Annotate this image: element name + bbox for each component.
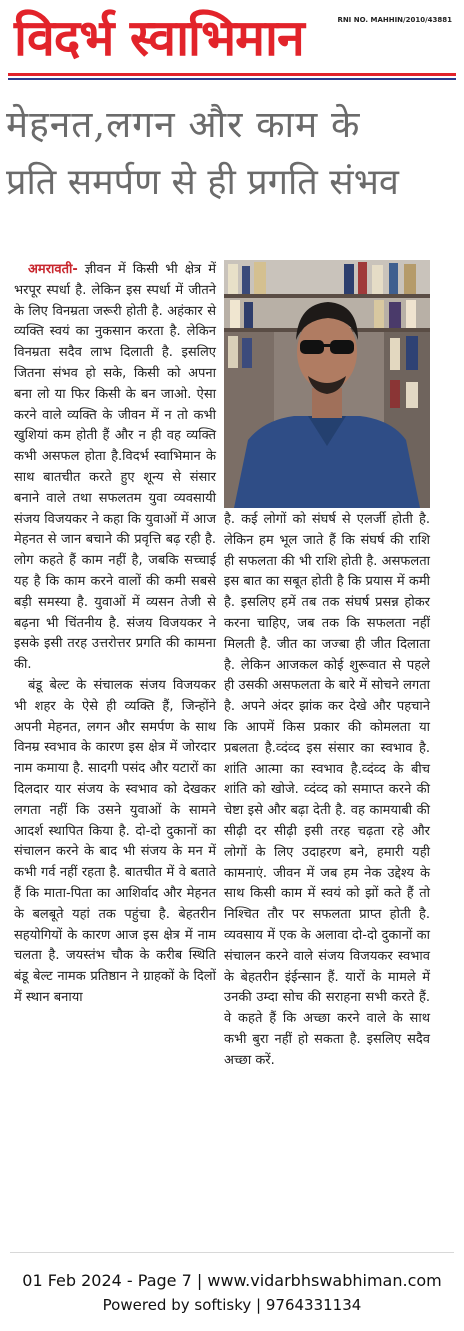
rni-number: RNI NO. MAHHIN/2010/43881 xyxy=(337,16,452,24)
article-headline xyxy=(6,96,458,212)
article-column-left xyxy=(14,260,216,1009)
article-paragraph-2: बंडू बेल्ट के संचालक संजय विजयकर भी शहर के ऐसे ही व्यक्ति हैं, जिन्होंने अपनी मेहनत, लगन और समर्पण के साथ विनम्र स्वभाव के कारण इस क्षेत्र में जोरदार नाम कमाया है. सादगी पसंद और यटारों का दिलदार यार संजय के स्वभाव को देखकर लगता नहीं कि उसने युवाओं के सामने आदर्श स्थापित किया है. दो-दो दुकानों का संचालन करने के बाद भी संजय के मन में कभी गर्व नहीं रहता है. बातचीत में वे बताते हैं कि माता-पिता का आशिर्वाद और मेहनत के बलबूते यहां तक पहुंचा है. बेहतरीन सहयोगियों के कारण आज इस क्षेत्र में नाम चलता है. जयस्तंभ चौक के करीब स्थिति बंडू बेल्ट नामक प्रतिष्ठान ने ग्राहकों के दिलों में स्थान बनाया xyxy=(14,677,216,1005)
masthead-blue-rule xyxy=(8,78,456,80)
newspaper-title: विदर्भ स्वाभिमान xyxy=(14,9,304,67)
article-paragraph-1 xyxy=(14,260,216,676)
newspaper-masthead xyxy=(8,2,456,84)
footer-powered-by: Powered by softisky | 9764331134 xyxy=(102,1296,362,1314)
paragraph-1-text: ज्ञीवन में किसी भी क्षेत्र में भरपूर स्पर्धा है. लेकिन इस स्पर्धा में जीतने के लिए विनम्रता जरूरी होती है. अहंकार से व्यक्ति स्वयं का नुकसान करता है. लेकिन विनम्रता सदैव लाभ दिलाती है. इसलिए जितना संभव हो सके, किसी को अपना बना लो या फिर किसी के बन जाओ. ऐसा करने वाले व्यक्ति के जीवन में न तो कभी खुशियां कम होती हैं और न ही वह व्यक्ति कभी असफल होता है.विदर्भ स्वाभिमान के साथ बातचीत करते हुए शून्य से संसार बनाने वाले तथा सफलतम युवा व्यवसायी संजय विजयकर ने कहा कि युवाओं में आज मेहनत से जान बचाने की प्रवृत्ति बढ़ रही है. लोग कहते हैं काम नहीं है, जबकि सच्चाई यह है कि काम करने वालों की कमी सबसे बड़ी समस्या है. युवाओं में व्यसन तेजी से बढ़ना भी चिंतनीय है. संजय विजयकर ने इसके इसी तरह उत्तरोत्तर प्रगति की कामना की. xyxy=(14,262,216,673)
footer-date-page-site: 01 Feb 2024 - Page 7 | www.vidarbhswabhiman.com xyxy=(22,1271,442,1290)
article-photo xyxy=(224,260,430,508)
footer-divider xyxy=(10,1252,454,1253)
masthead-red-rule xyxy=(8,73,456,76)
headline-line-2: प्रति समर्पण से ही प्रगति संभव xyxy=(6,162,399,203)
headline-line-1: मेहनत,लगन और काम के xyxy=(6,103,361,146)
dateline: अमरावती- xyxy=(28,262,78,277)
article-paragraph-3: है. कई लोगों को संघर्ष से एलर्जी होती है. लेकिन हम भूल जाते हैं कि संघर्ष की राशि ही सफलता की भी राशि होती है. असफलता इस बात का सबूत होती है कि प्रयास में कमी है. इसलिए हमें तब तक संघर्ष प्रसन्न होकर करना चाहिए, जब तक कि सफलता नहीं मिलती है. जीत का जज्बा ही जीत दिलाता है. लेकिन आजकल कोई शुरूवात से पहले ही उसकी असफलता के बारे में सोचने लगता है. अपने अंदर झांक कर देखे और पहचाने कि आपमें किस प्रकार की कोमलता या प्रबलता है.व्दंव्द इस संसार का स्वभाव है. शांति आत्मा का स्वभाव है.व्दंव्द के बीच शांति को खोजे. व्दंव्द को समाप्त करने की चेष्टा इसे और बढ़ा देती है. वह कामयाबी की सीढ़ी दर सीढ़ी इसी तरह चढ़ता रहे और लोगों के लिए उदाहरण बने, हमारी यही कामनाएं. जीवन में जब हम नेक उद्देश्य के साथ किसी काम में स्वयं को झों कते हैं तो निश्चित तौर पर सफलता प्राप्त होती है. व्यवसाय में एक के अलावा दो-दो दुकानों का संचालन करने वाले संजय विजयकर स्वभाव के बेहतरीन इंईन्सान हैं. यारों के मामले में उनकी उम्दा सोच की सराहना सभी करते हैं. वे कहते हैं कि अच्छा करने वाले के साथ कभी बुरा नहीं हो सकता है. इसलिए सदैव अच्छा करें. xyxy=(224,512,430,1068)
portrait-photo-illustration xyxy=(224,260,430,508)
article-column-right xyxy=(224,510,430,1072)
